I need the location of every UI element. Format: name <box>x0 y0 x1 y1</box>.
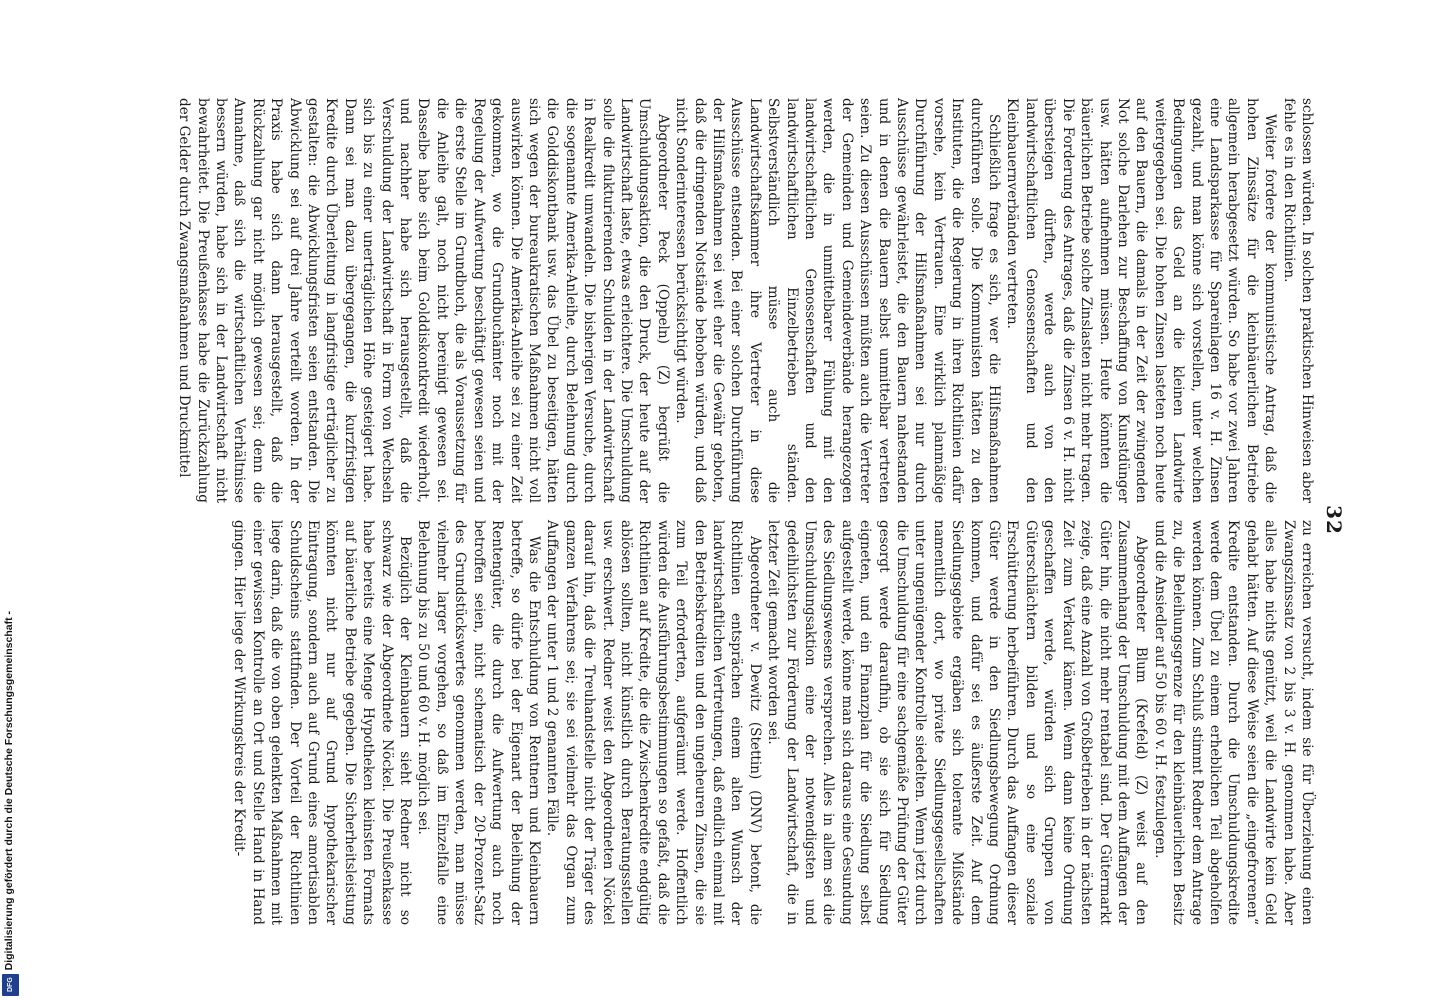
paragraph: Abgeordneter v. Dewitz (Stettin) (DNV) betont, die Richtlinien entsprächen einem alten Wunsch der landwirtschaftlichen Vertretungen, daß endlich einmal mit den Betriebskrediten und den ungeheuren Zinsen, die sie zum Teil erforderten, aufgeräumt werde. Hoffentlich würden die Ausführungsbestimmungen so gefaßt, daß die Richtlinien auf Kredite, die die Zwischenkredite endgültig ablösen sollten, nicht künstlich durch Beratungsstellen usw. erschwert. Redner weist den Abgeordneten Nöckel darauf hin, daß die Treuhandstelle nicht der Träger des ganzen Verfahrens sei; sie sei vielmehr das Organ zum Auffangen der unter 1 und 2 genannten Fälle. <box>544 520 763 925</box>
left-text-column <box>175 98 1316 503</box>
paragraph: zu erreichen versucht, indem sie für Überziehung einen Zwangszinssatz von 2 bis 3 v. H. genommen habe. Aber alles habe nichts genützt, weil die Landwirte kein Geld gehabt hätten. Auf diese Weise seien die „eingefrorenen“ Kredite entstanden. Durch die Umschuldungskredite werde dem Übel zu einem erheblichen Teil abgeholfen werden können. Zum Schluß stimmt Redner dem Antrage zu, die Beleihungsgrenze für den kleinbäuerlichen Besitz und die Ansiedler auf 50 bis 60 v. H. festzulegen. <box>1151 520 1315 925</box>
paragraph: Was die Entschuldung von Rentnern und Kleinbauern betreffe, so dürfe bei der Eigenart der Beleihung der Rentengüter, die durch die Aufwertung auch noch betroffen seien, nicht schematisch der 20-Prozent-Satz des Grundstückswertes genommen werden, man müsse vielmehr larger vorgehen, so daß im Einzelfalle eine Belehnung bis zu 50 und 60 v. H. möglich sei. <box>415 520 542 925</box>
paragraph: Weiter fordere der kommunistische Antrag, daß die hohen Zinssätze für die kleinbäuerlichen Betriebe allgemein herabgesetzt würden. So habe vor zwei Jahren eine Landsparkasse für Spareinlagen 16 v. H. Zinsen gezahlt, und man könne sich vorstellen, unter welchen Bedingungen das Geld an die kleinen Landwirte weitergegeben sei. Die hohen Zinsen lasteten noch heute auf den Bauern, die damals in der Zeit der zwingenden Not solche Darlehen zur Beschaffung von Kunstdünger usw. hätten aufnehmen müssen. Heute könnten die bäuerlichen Betriebe solche Zinslasten nicht mehr tragen. Die Forderung des Antrages, daß die Zinsen 6 v. H. nicht übersteigen dürften, werde auch von den landwirtschaftlichen Genossenschaften und den Kleinbauernverbänden vertreten. <box>1004 98 1279 503</box>
dfg-logo-icon: DFG <box>2 974 19 996</box>
digitization-footer <box>0 0 22 1000</box>
paragraph: schlossen würden. In solchen praktischen Hinweisen aber fehle es in den Richtlinien. <box>1280 98 1315 503</box>
right-text-column <box>230 520 1316 925</box>
page-number: 32 <box>1322 505 1346 535</box>
paragraph: Schließlich frage es sich, wer die Hilfsmaßnahmen durchführen solle. Die Kommunisten hätten zu den Instituten, die die Regierung in ihren Richtlinien dafür vorsehe, kein Vertrauen. Eine wirklich planmäßige Durchführung der Hilfsmaßnahmen sei nur durch Ausschüsse gewährleistet, die den Bauern nahestanden und in denen die Bauern selbst unmittelbar vertreten seien. Zu diesen Ausschüssen müßten auch die Vertreter der Gemeinden und Gemeindeverbände herangezogen werden, die in unmittelbarer Fühlung mit den landwirtschaftlichen Genossenschaften und den landwirtschaftlichen Einzelbetrieben ständen. Selbstverständlich müsse auch die Landwirtschaftskammer ihre Vertreter in diese Ausschüsse entsenden. Bei einer solchen Durchführung der Hilfsmaßnahmen sei weit eher die Gewähr geboten, daß die dringenden Notstände behoben würden, und daß nicht Sonderinteressen berücksichtigt würden. <box>673 98 1003 503</box>
paragraph: Bezüglich der Kleinbauern sieht Redner nicht so schwarz wie der Abgeordnete Nöckel. Die Preußenkasse habe bereits eine Menge Hypotheken kleinsten Formats auf bäuerliche Betriebe gegeben. Die Sicherheitsleistung könnten nicht nur auf Grund hypothekarischer Eintragung, sondern auch auf Grund eines amortisablen Schuldscheins stattfinden. Der Vorteil der Richtlinien liege darin, daß die von oben gelenkten Maßnahmen mit einer gewissen Kontrolle an Ort und Stelle Hand in Hand gingen. Hier liege der Wirkungskreis der Kredit- <box>231 520 414 925</box>
paragraph: Abgeordneter Blum (Krefeld) (Z) weist auf den Zusammenhang der Umschuldung mit dem Auffangen der Güter hin, die nicht mehr rentabel sind. Der Gütermarkt zeige, daß eine Anzahl von Großbetrieben in der nächsten Zeit zum Verkauf kämen. Wenn dann keine Ordnung geschaffen werde, würden sich Gruppen von Güterschlächtern bilden und so eine soziale Erschütterung herbeiführen. Durch das Auffangen dieser Güter werde in den Siedlungsbewegung Ordnung kommen, und dafür sei es äußerste Zeit. Auf dem Siedlungsgebiete ergäben sich tolerante Mißstände namentlich dort, wo private Siedlungsgesellschaften unter ungenügender Kontrolle siedelten. Wenn jetzt durch die Umschuldung für eine sachgemäße Prüfung der Güter gesorgt werde daraufhin, ob sie sich für Siedlung eigneten, und ein Finanzplan für die Siedlung selbst aufgestellt werde, könne man sich daraus eine Gesundung des Siedlungswesens versprechen. Alles in allem sei die Umschuldungsaktion eine der notwendigsten und gedeihlichsten zur Förderung der Landwirtschaft, die in letzter Zeit gemacht worden sei. <box>765 520 1150 925</box>
funding-notice: Digitalisierung gefördert durch die Deutsche Forschungsgemeinschaft - <box>3 610 15 970</box>
paragraph: Abgeordneter Peck (Oppeln) (Z) begrüßt die Umschuldungsaktion, die den Druck, der heute auf der Landwirtschaft laste, etwas erleichtere. Die Umschuldung solle die flukturierenden Schulden in der Landwirtschaft in Realkredit umwandeln. Die bisherigen Versuche, durch die sogenannte Amerika-Anleihe, durch Belehnung durch die Golddiskontbank usw. das Übel zu beseitigen, hätten sich wegen der bureaukratischen Maßnahmen nicht voll auswirken können. Die Amerika-Anleihe sei zu einer Zeit gekommen, wo die Grundbuchämter noch mit der Regelung der Aufwertung beschäftigt gewesen seien und die erste Stelle im Grundbuch, die als Voraussetzung für die Anleihe galt, noch nicht bereinigt gewesen sei. Dasselbe habe sich beim Golddiskontkredit wiederholt, und nachher habe sich herausgestellt, daß die Verschuldung der Landwirtschaft in Form von Wechseln sich bis zu einer unerträglichen Höhe gesteigert habe. Dann sei man dazu übergegangen, die kurzfristigen Kredite durch Überleitung in langfristige erträglicher zu gestalten: die Abwicklungsfristen seien entstanden. Die Abwicklung sei auf drei Jahre verteilt worden. In der Praxis habe sich dann herausgestellt, daß die Rückzahlung gar nicht möglich gewesen sei; denn die Annahme, daß sich die wirtschaftlichen Verhältnisse bessern würden, habe sich in der Landwirtschaft nicht bewahrheitet. Die Preußenkasse habe die Zurückzahlung der Gelder durch Zwangsmaßnahmen und Druckmittel <box>176 98 671 503</box>
